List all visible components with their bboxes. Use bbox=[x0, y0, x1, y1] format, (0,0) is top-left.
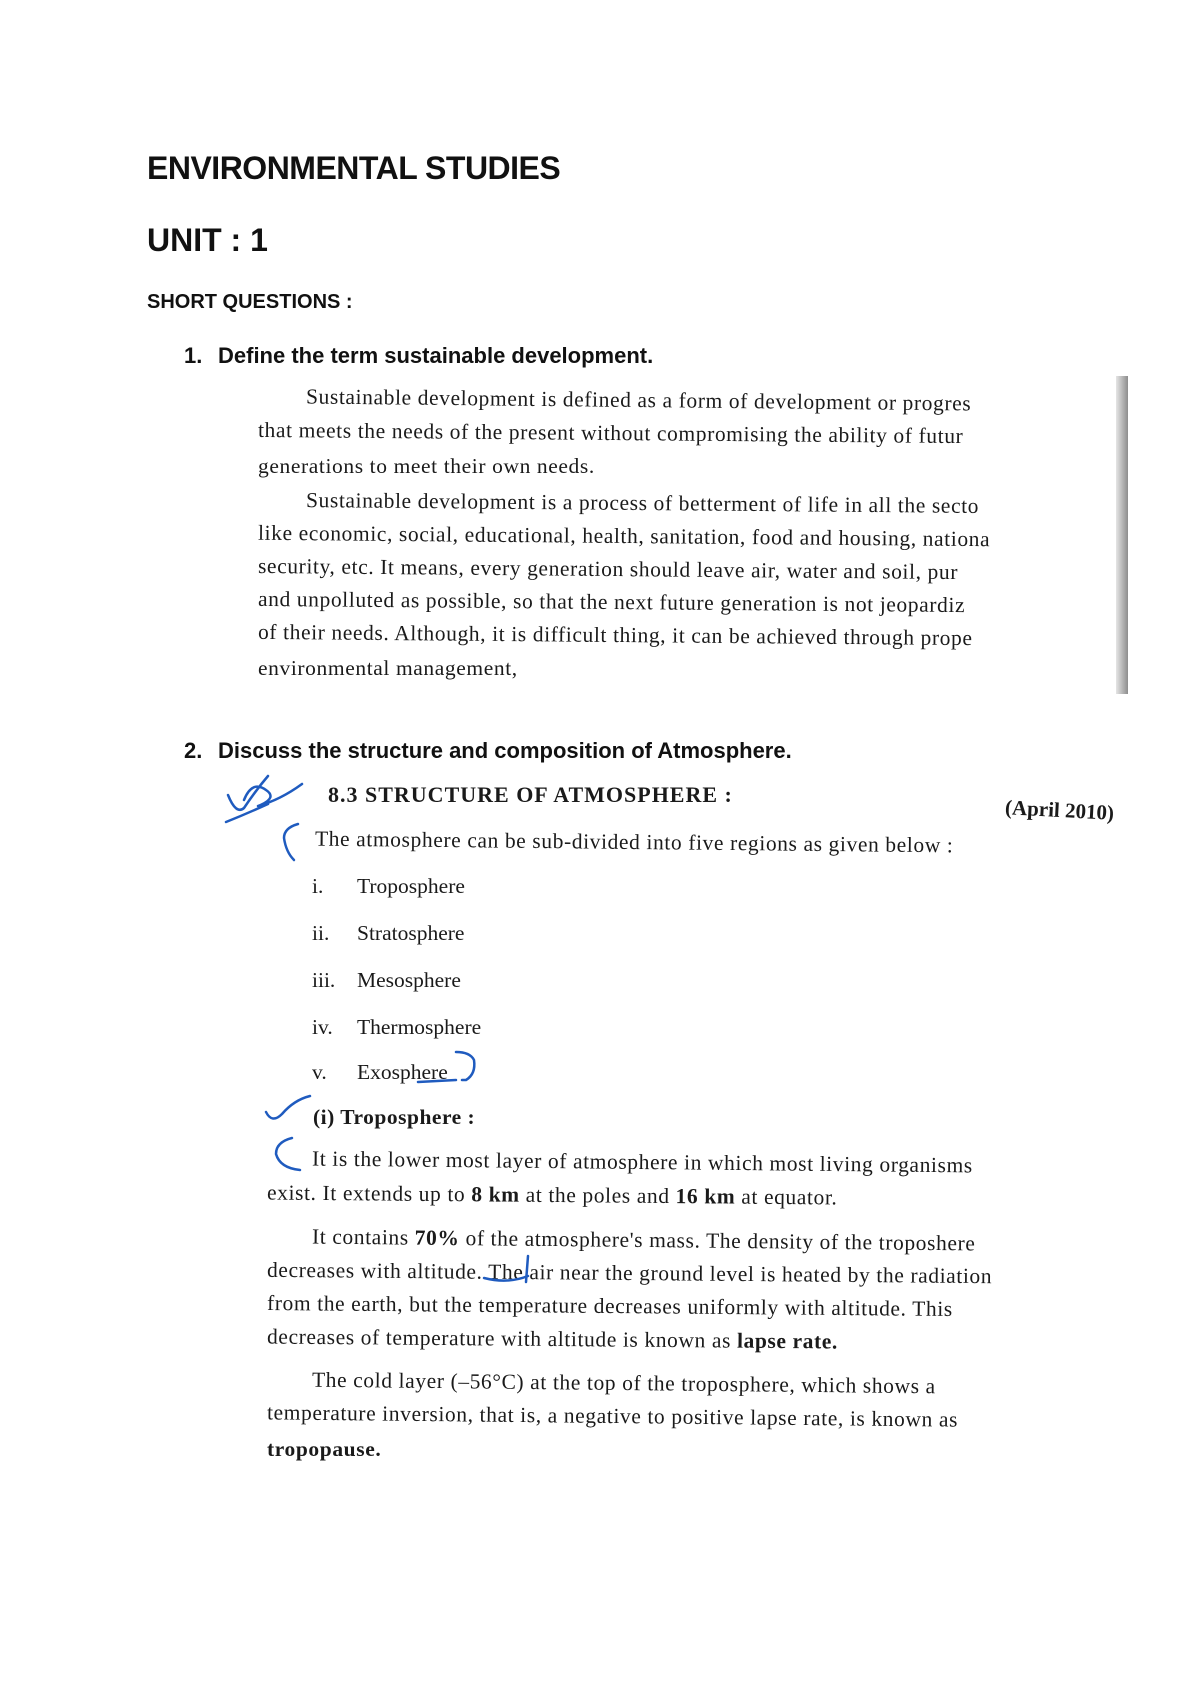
tick-mark-icon bbox=[266, 1096, 310, 1119]
bold-term: lapse rate. bbox=[736, 1328, 839, 1354]
paragraph-line: decreases with altitude. The air near the ground level is heated by the radiation bbox=[266, 1257, 993, 1289]
region-number: i. bbox=[312, 874, 324, 898]
intro-line: The atmosphere can be sub-divided into five regions as given below : bbox=[314, 826, 954, 858]
question-number: 2. bbox=[184, 738, 203, 763]
tick-mark-icon bbox=[226, 804, 268, 822]
region-number: ii. bbox=[312, 921, 330, 945]
text-run: at equator. bbox=[735, 1184, 838, 1210]
region-name: Thermosphere bbox=[357, 1015, 482, 1039]
text-run: of the atmosphere's mass. The density of the troposhere bbox=[459, 1226, 976, 1256]
answer-line: environmental management, bbox=[258, 656, 518, 680]
paragraph-line: tropopause. bbox=[267, 1437, 382, 1461]
answer-line: like economic, social, educational, health, sanitation, food and housing, nationa bbox=[257, 520, 991, 552]
bracket-mark-icon bbox=[526, 1256, 528, 1282]
text-run: exist. It extends up to bbox=[266, 1180, 472, 1207]
question-text: Discuss the structure and composition of Atmosphere. bbox=[218, 738, 792, 763]
region-name: Stratosphere bbox=[357, 921, 465, 945]
question-number: 1. bbox=[184, 343, 203, 368]
bold-value: 16 km bbox=[675, 1184, 736, 1209]
underline-mark-icon bbox=[484, 1276, 528, 1281]
region-name: Mesosphere bbox=[357, 968, 461, 992]
answer-line: Sustainable development is defined as a form of development or progres bbox=[305, 384, 972, 416]
bracket-mark-icon bbox=[418, 1080, 456, 1082]
structure-heading: 8.3 STRUCTURE OF ATMOSPHERE : bbox=[328, 782, 733, 807]
answer-line: that meets the needs of the present without compromising the ability of futur bbox=[257, 417, 964, 449]
answer-line: of their needs. Although, it is difficult thing, it can be achieved through prope bbox=[257, 619, 973, 651]
region-number: iv. bbox=[312, 1015, 333, 1039]
region-name: Troposphere bbox=[357, 874, 465, 898]
text-run: at the poles and bbox=[519, 1182, 676, 1209]
answer-line: security, etc. It means, every generation should leave air, water and soil, pur bbox=[257, 553, 959, 585]
answer-line: Sustainable development is a process of betterment of life in all the secto bbox=[305, 488, 980, 518]
bracket-mark-icon bbox=[456, 1052, 474, 1080]
troposphere-heading: (i) Troposphere : bbox=[313, 1105, 476, 1129]
paragraph-line: from the earth, but the temperature decreases uniformly with altitude. This bbox=[266, 1291, 953, 1321]
bracket-mark-icon bbox=[284, 824, 298, 860]
exam-date: (April 2010) bbox=[1004, 795, 1115, 825]
text-run: It contains bbox=[311, 1224, 415, 1250]
paragraph-line: It is the lower most layer of atmosphere in which most living organisms bbox=[311, 1146, 973, 1178]
region-number: v. bbox=[312, 1060, 327, 1084]
paragraph-line: temperature inversion, that is, a negative to positive lapse rate, is known as bbox=[266, 1400, 959, 1432]
unit-title: UNIT : 1 bbox=[147, 222, 268, 258]
answer-line: generations to meet their own needs. bbox=[258, 454, 595, 478]
bracket-mark-icon bbox=[276, 1138, 300, 1170]
region-name: Exosphere bbox=[357, 1060, 448, 1084]
bold-value: 70% bbox=[414, 1225, 460, 1251]
text-run: decreases of temperature with altitude is known as bbox=[266, 1324, 738, 1353]
bold-value: 8 km bbox=[471, 1182, 520, 1207]
document-title: ENVIRONMENTAL STUDIES bbox=[147, 150, 561, 186]
answer-line: and unpolluted as possible, so that the next future generation is not jeopardiz bbox=[257, 586, 966, 618]
question-text: Define the term sustainable development. bbox=[218, 343, 654, 368]
section-heading: SHORT QUESTIONS : bbox=[147, 291, 353, 313]
paragraph-line: The cold layer (–56°C) at the top of the troposphere, which shows a bbox=[311, 1367, 936, 1399]
region-number: iii. bbox=[312, 968, 336, 992]
